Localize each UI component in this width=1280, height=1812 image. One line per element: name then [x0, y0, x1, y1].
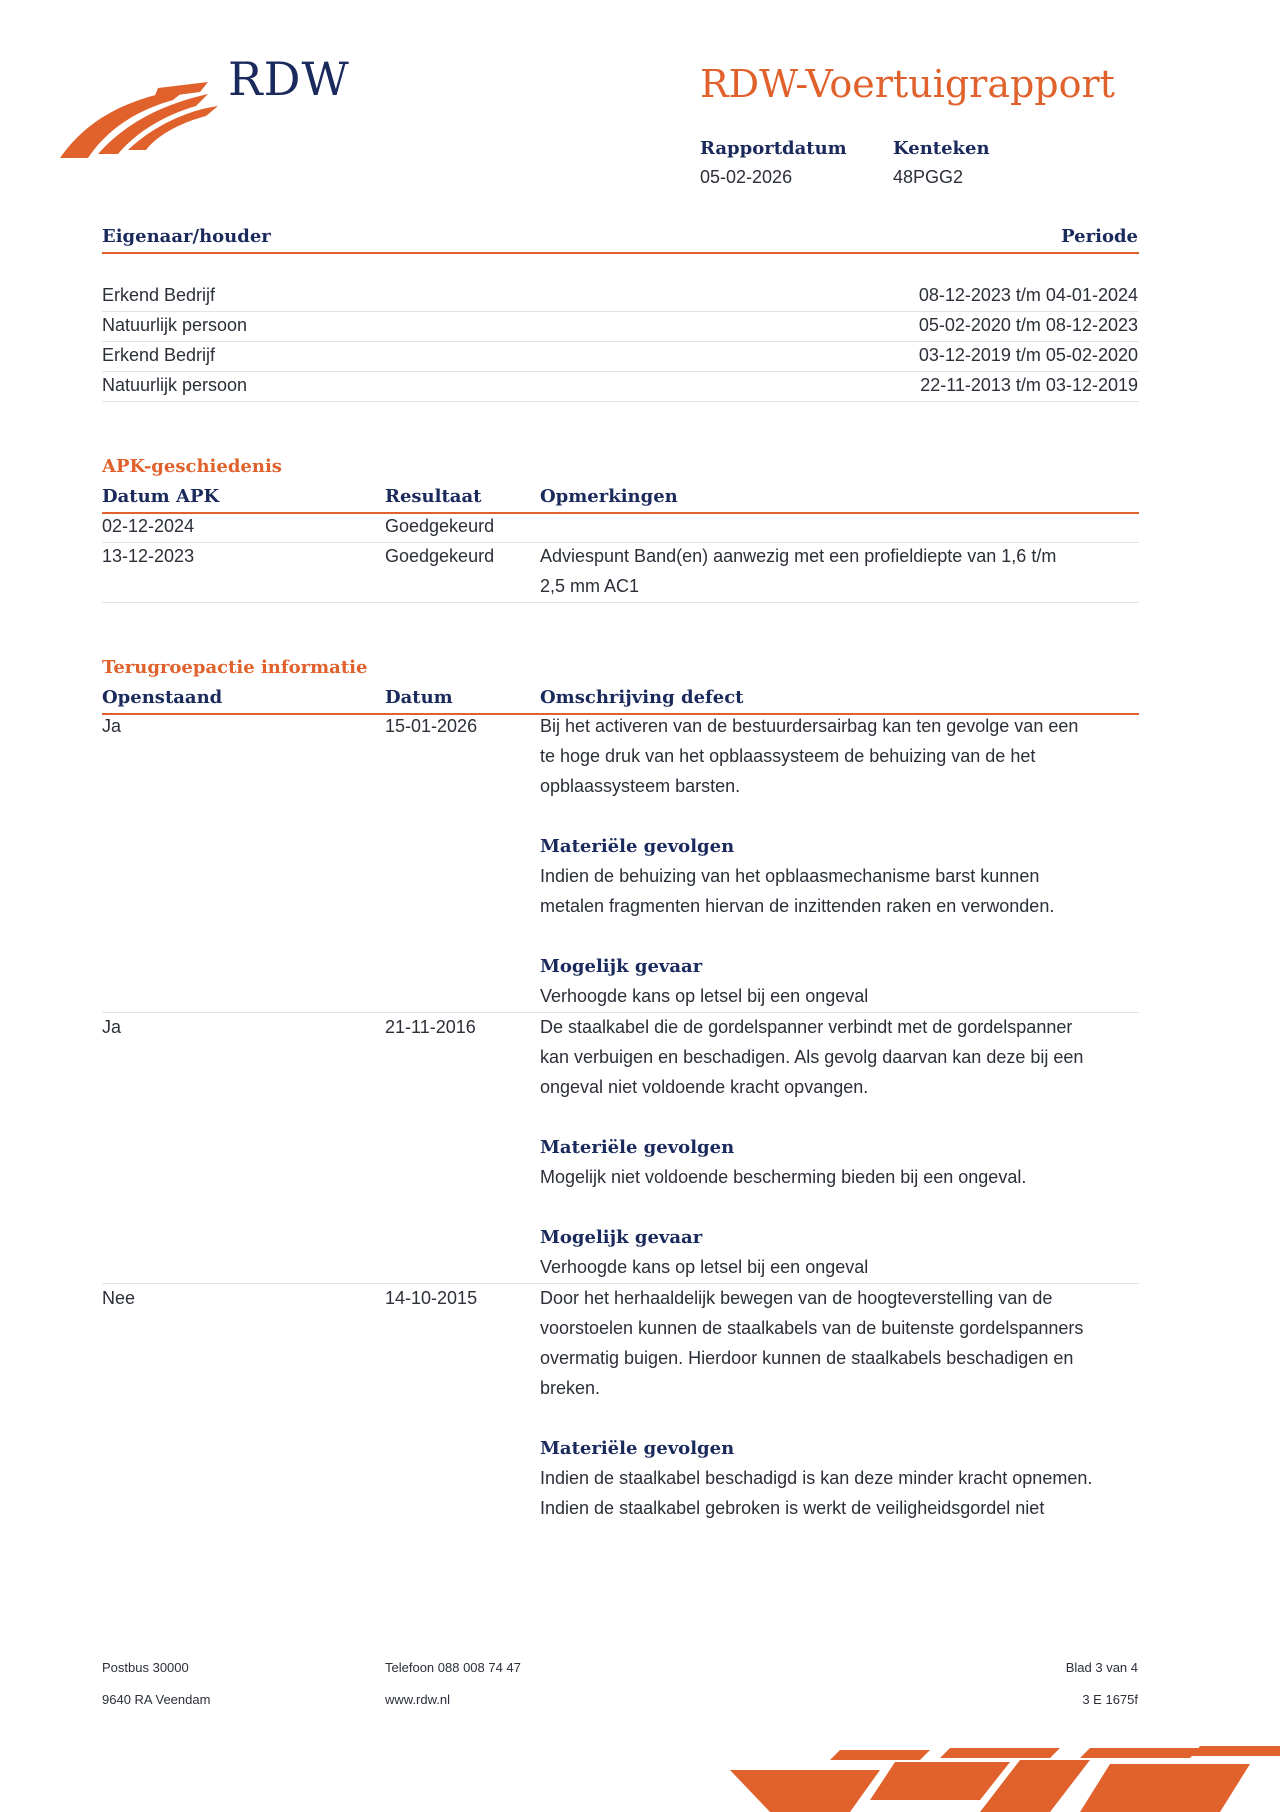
recall-desc-header: Omschrijving defect: [540, 687, 744, 708]
report-date-label: Rapportdatum: [700, 138, 847, 159]
material-consequences-title: Materiële gevolgen: [540, 1137, 735, 1158]
possible-danger-title: Mogelijk gevaar: [540, 1227, 703, 1248]
logo-text: RDW: [228, 52, 350, 106]
apk-section-title: APK-geschiedenis: [102, 456, 282, 477]
material-line: Indien de staalkabel gebroken is werkt de veiligheidsgordel niet: [540, 1498, 1045, 1518]
recall-desc-line: te hoge druk van het opblaassysteem de behuizing van de het: [540, 746, 1036, 766]
material-line: Mogelijk niet voldoende bescherming bieden bij een ongeval.: [540, 1167, 1027, 1187]
apk-result-header: Resultaat: [385, 486, 482, 507]
apk-remarks-line: Adviespunt Band(en) aanwezig met een profieldiepte van 1,6 t/m: [540, 546, 1057, 566]
footer-address-line1: Postbus 30000: [102, 1660, 189, 1675]
footer-doc-code: 3 E 1675f: [1082, 1692, 1138, 1707]
footer-address-line2: 9640 RA Veendam: [102, 1692, 211, 1707]
possible-danger-title: Mogelijk gevaar: [540, 956, 703, 977]
recall-desc-line: overmatig buigen. Hierdoor kunnen de staalkabels beschadigen en: [540, 1348, 1074, 1368]
recall-desc-line: breken.: [540, 1378, 601, 1398]
material-line: metalen fragmenten hiervan de inzittenden raken en verwonden.: [540, 896, 1055, 916]
decorative-stripes-icon: [730, 1740, 1280, 1812]
recall-date-header: Datum: [385, 687, 453, 708]
row-divider: [102, 401, 1139, 402]
danger-line: Verhoogde kans op letsel bij een ongeval: [540, 1257, 869, 1277]
recall-desc-line: Door het herhaaldelijk bewegen van de hoogteverstelling van de: [540, 1288, 1053, 1308]
recall-date-cell: 14-10-2015: [385, 1288, 478, 1308]
period-cell: 05-02-2020 t/m 08-12-2023: [918, 315, 1138, 335]
row-divider: [102, 602, 1139, 603]
owners-header-rule: [102, 252, 1139, 254]
material-line: Indien de staalkabel beschadigd is kan deze minder kracht opnemen.: [540, 1468, 1093, 1488]
apk-remarks-line: 2,5 mm AC1: [540, 576, 640, 596]
recall-section-title: Terugroepactie informatie: [102, 657, 368, 678]
apk-result-cell: Goedgekeurd: [385, 546, 495, 566]
recall-desc-line: kan verbuigen en beschadigen. Als gevolg daarvan kan deze bij een: [540, 1047, 1084, 1067]
owner-cell: Erkend Bedrijf: [102, 345, 216, 365]
owner-cell: Natuurlijk persoon: [102, 375, 248, 395]
period-cell: 22-11-2013 t/m 03-12-2019: [920, 375, 1138, 395]
recall-desc-line: ongeval niet voldoende kracht opvangen.: [540, 1077, 869, 1097]
recall-date-cell: 21-11-2016: [385, 1017, 476, 1037]
period-column-header: Periode: [1061, 226, 1138, 247]
owner-column-header: Eigenaar/houder: [102, 226, 271, 247]
material-consequences-title: Materiële gevolgen: [540, 836, 735, 857]
material-consequences-title: Materiële gevolgen: [540, 1438, 735, 1459]
report-date-value: 05-02-2026: [700, 167, 793, 187]
recall-desc-line: voorstoelen kunnen de staalkabels van de buitenste gordelspanners: [540, 1318, 1084, 1338]
apk-result-cell: Goedgekeurd: [385, 516, 495, 536]
owner-cell: Natuurlijk persoon: [102, 315, 248, 335]
recall-date-cell: 15-01-2026: [385, 716, 478, 736]
danger-line: Verhoogde kans op letsel bij een ongeval: [540, 986, 869, 1006]
apk-date-header: Datum APK: [102, 486, 220, 507]
period-cell: 03-12-2019 t/m 05-02-2020: [918, 345, 1138, 365]
owner-cell: Erkend Bedrijf: [102, 285, 216, 305]
recall-open-cell: Nee: [102, 1288, 136, 1308]
plate-value: 48PGG2: [893, 167, 964, 187]
footer-page-number: Blad 3 van 4: [1065, 1660, 1138, 1675]
recall-open-header: Openstaand: [102, 687, 223, 708]
plate-label: Kenteken: [893, 138, 990, 159]
material-line: Indien de behuizing van het opblaasmechanisme barst kunnen: [540, 866, 1040, 886]
apk-date-cell: 13-12-2023: [102, 546, 195, 566]
recall-desc-line: Bij het activeren van de bestuurdersairbag kan ten gevolge van een: [540, 716, 1079, 736]
recall-open-cell: Ja: [102, 1017, 122, 1037]
recall-desc-line: De staalkabel die de gordelspanner verbindt met de gordelspanner: [540, 1017, 1073, 1037]
apk-remarks-header: Opmerkingen: [540, 486, 678, 507]
recall-desc-line: opblaassysteem barsten.: [540, 776, 741, 796]
footer-phone: Telefoon 088 008 74 47: [385, 1660, 521, 1675]
footer-website-link[interactable]: www.rdw.nl: [385, 1692, 451, 1707]
page-title: RDW-Voertuigrapport: [700, 62, 1115, 106]
period-cell: 08-12-2023 t/m 04-01-2024: [918, 285, 1138, 305]
apk-header-rule: [102, 512, 1139, 514]
recall-open-cell: Ja: [102, 716, 122, 736]
apk-date-cell: 02-12-2024: [102, 516, 195, 536]
